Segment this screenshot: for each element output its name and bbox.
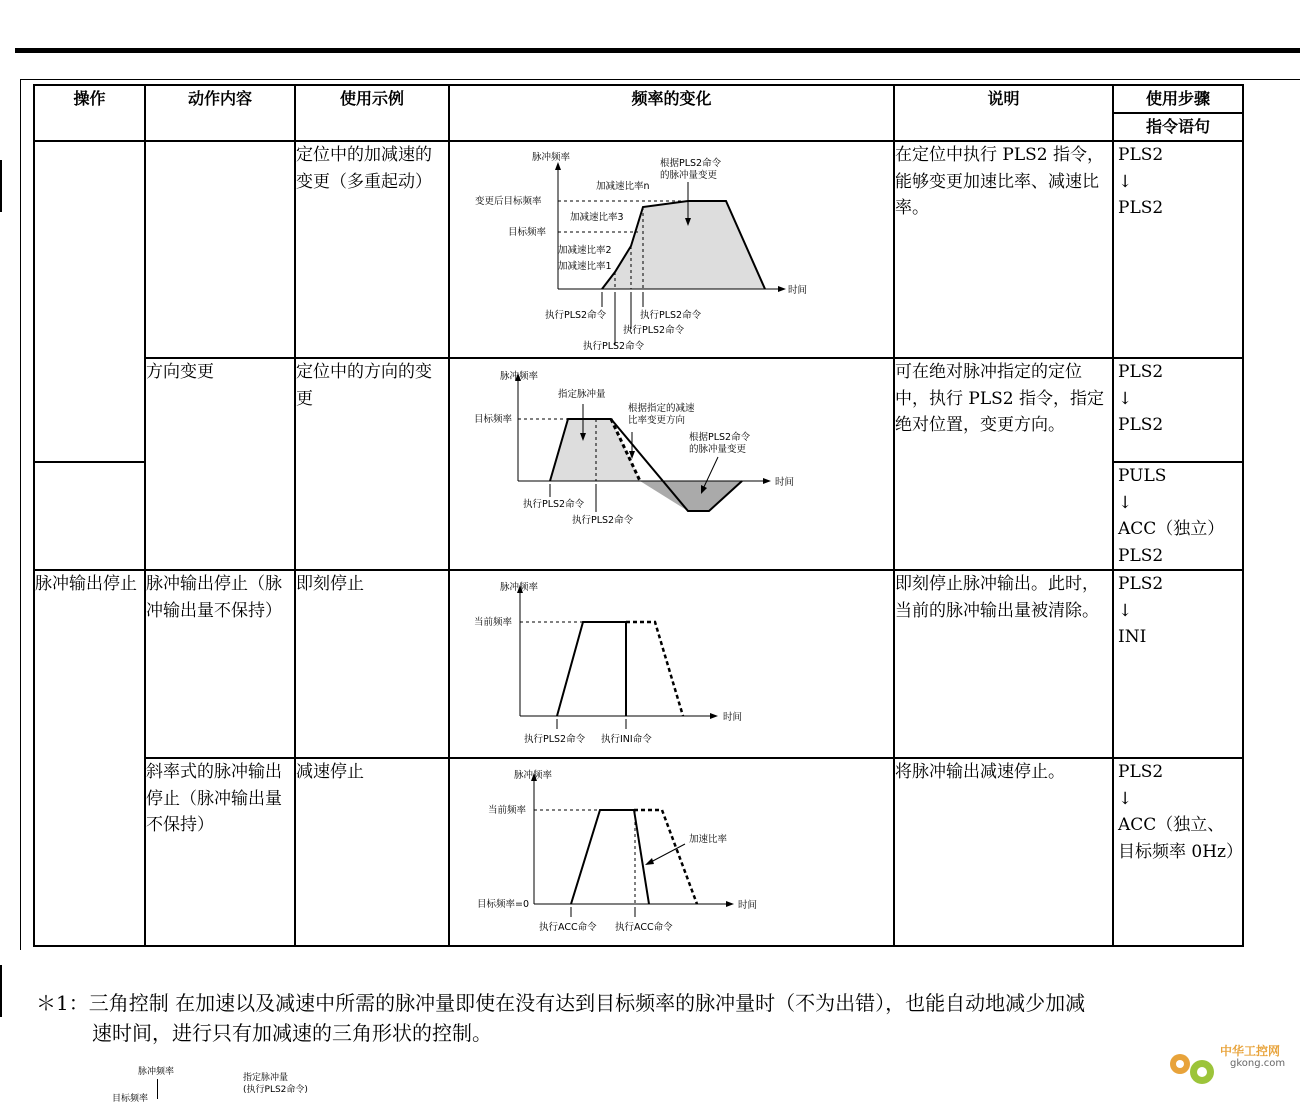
action-cell: 斜率式的脉冲输出停止（脉冲输出量不保持） xyxy=(145,758,295,946)
step-line: ↓ xyxy=(1118,492,1133,513)
header-freq: 频率的变化 xyxy=(449,85,894,141)
step-line: ↓ xyxy=(1118,600,1133,621)
watermark-brand: 中华工控网 xyxy=(1220,1044,1281,1058)
y-axis-label: 脉冲频率 xyxy=(514,770,553,781)
step-line: PLS2 xyxy=(1118,198,1164,218)
action-cell: 脉冲输出停止（脉冲输出量不保持） xyxy=(145,570,295,758)
steps-cell xyxy=(1113,462,1243,570)
op-cell xyxy=(34,462,145,570)
freq-chart xyxy=(450,142,895,357)
header-desc: 说明 xyxy=(894,85,1113,141)
diagram-label: 的脉冲量变更 xyxy=(660,170,718,181)
steps-cell xyxy=(1113,570,1243,758)
mini-label: (执行PLS2命令) xyxy=(243,1085,308,1095)
step-line: PLS2 xyxy=(1118,762,1164,782)
footnote-line: 速时间，进行只有加减速的三角形状的控制。 xyxy=(92,1021,492,1045)
footnote xyxy=(36,988,1306,1048)
y-axis-label: 脉冲频率 xyxy=(500,371,539,382)
watermark-url: gkong.com xyxy=(1230,1058,1286,1069)
example-cell: 定位中的加减速的变更（多重起动） xyxy=(295,141,449,358)
exec-label: 执行ACC命令 xyxy=(615,922,673,933)
exec-label: 执行PLS2命令 xyxy=(583,341,645,352)
header-action: 动作内容 xyxy=(145,85,295,141)
frame-top-rule xyxy=(20,79,1300,82)
desc-cell: 在定位中执行 PLS2 指令，能够变更加速比率、减速比率。 xyxy=(894,141,1113,358)
exec-label: 执行ACC命令 xyxy=(539,922,597,933)
example-cell: 即刻停止 xyxy=(295,570,449,758)
function-table xyxy=(33,84,1244,947)
mini-target-label: 目标频率 xyxy=(112,1094,149,1104)
watermark-logo xyxy=(1160,1040,1300,1090)
steps-cell xyxy=(1113,758,1243,946)
x-axis-label: 时间 xyxy=(775,477,795,488)
desc-cell: 即刻停止脉冲输出。此时，当前的脉冲输出量被清除。 xyxy=(894,570,1113,758)
mini-diagram xyxy=(100,1062,360,1104)
diagram-label: 根据PLS2命令 xyxy=(689,432,751,443)
exec-label: 执行PLS2命令 xyxy=(572,515,634,526)
exec-label: 执行PLS2命令 xyxy=(545,310,607,321)
x-axis-label: 时间 xyxy=(788,285,808,296)
step-line: ↓ xyxy=(1118,171,1133,192)
diagram-label: 根据指定的减速 xyxy=(628,403,695,414)
header-op: 操作 xyxy=(34,85,145,141)
diagram-label: 目标频率=0 xyxy=(477,899,530,910)
diagram-label: 目标频率 xyxy=(474,414,513,425)
step-line: INI xyxy=(1118,627,1147,647)
op-cell xyxy=(34,141,145,462)
mini-label: 指定脉冲量 xyxy=(243,1073,289,1083)
diagram-label: 加速比率 xyxy=(689,834,728,845)
header-example: 使用示例 xyxy=(295,85,449,141)
freq-chart xyxy=(450,571,895,757)
freq-diagram-cell xyxy=(449,358,894,570)
diagram-label: 当前频率 xyxy=(474,617,513,628)
diagram-label: 当前频率 xyxy=(488,805,527,816)
step-line: PLS2 xyxy=(1118,362,1164,382)
diagram-label: 加减速比率n xyxy=(596,181,650,192)
step-line: PULS xyxy=(1118,466,1167,486)
x-axis-label: 时间 xyxy=(738,900,758,911)
margin-mark xyxy=(0,965,2,1017)
exec-label: 执行PLS2命令 xyxy=(640,310,702,321)
mini-axis xyxy=(157,1079,158,1099)
example-cell: 定位中的方向的变更 xyxy=(295,358,449,570)
freq-diagram-cell xyxy=(449,570,894,758)
steps-cell xyxy=(1113,141,1243,358)
y-axis-label: 脉冲频率 xyxy=(532,152,571,163)
step-line: ↓ xyxy=(1118,788,1133,809)
exec-label: 执行PLS2命令 xyxy=(523,499,585,510)
example-cell: 减速停止 xyxy=(295,758,449,946)
diagram-label: 加减速比率3 xyxy=(570,212,624,223)
diagram-label: 指定脉冲量 xyxy=(558,389,606,400)
op-cell: 脉冲输出停止 xyxy=(34,570,145,946)
step-line: ↓ xyxy=(1118,388,1133,409)
mini-y-label: 脉冲频率 xyxy=(138,1067,175,1077)
diagram-label: 变更后目标频率 xyxy=(475,196,542,207)
y-axis-label: 脉冲频率 xyxy=(500,582,539,593)
diagram-label: 的脉冲量变更 xyxy=(689,444,747,455)
step-line: PLS2 xyxy=(1118,574,1164,594)
diagram-label: 目标频率 xyxy=(508,227,547,238)
freq-chart xyxy=(450,759,895,945)
steps-cell xyxy=(1113,358,1243,462)
freq-diagram-cell xyxy=(449,141,894,358)
header-rule xyxy=(15,48,1300,53)
diagram-label: 加减速比率1 xyxy=(558,261,612,272)
freq-chart xyxy=(450,359,895,567)
action-cell: 方向变更 xyxy=(145,358,295,570)
diagram-label: 根据PLS2命令 xyxy=(660,158,722,169)
desc-cell: 可在绝对脉冲指定的定位中，执行 PLS2 指令，指定绝对位置，变更方向。 xyxy=(894,358,1113,570)
diagram-label: 比率变更方向 xyxy=(628,415,686,426)
diagram-label: 加减速比率2 xyxy=(558,245,612,256)
step-line: PLS2 xyxy=(1118,545,1164,566)
step-line: ACC（独立） xyxy=(1118,519,1225,539)
frame-left-rule xyxy=(20,80,21,950)
step-line: PLS2 xyxy=(1118,145,1164,165)
exec-label: 执行PLS2命令 xyxy=(623,325,685,336)
step-line: ACC（独立、 xyxy=(1118,815,1225,835)
action-cell xyxy=(145,141,295,358)
header-instr: 指令语句 xyxy=(1113,113,1243,141)
exec-label: 执行INI命令 xyxy=(601,734,652,745)
exec-label: 执行PLS2命令 xyxy=(524,734,586,745)
step-line: 目标频率 0Hz） xyxy=(1118,841,1244,862)
x-axis-label: 时间 xyxy=(723,712,743,723)
header-steps: 使用步骤 xyxy=(1113,85,1243,113)
desc-cell: 将脉冲输出减速停止。 xyxy=(894,758,1113,946)
margin-mark xyxy=(0,160,2,212)
step-line: PLS2 xyxy=(1118,415,1164,435)
footnote-line: ＊1：三角控制 在加速以及减速中所需的脉冲量即使在没有达到目标频率的脉冲量时（不为出错），也能自动地减少加减 xyxy=(36,991,1086,1015)
freq-diagram-cell xyxy=(449,758,894,946)
